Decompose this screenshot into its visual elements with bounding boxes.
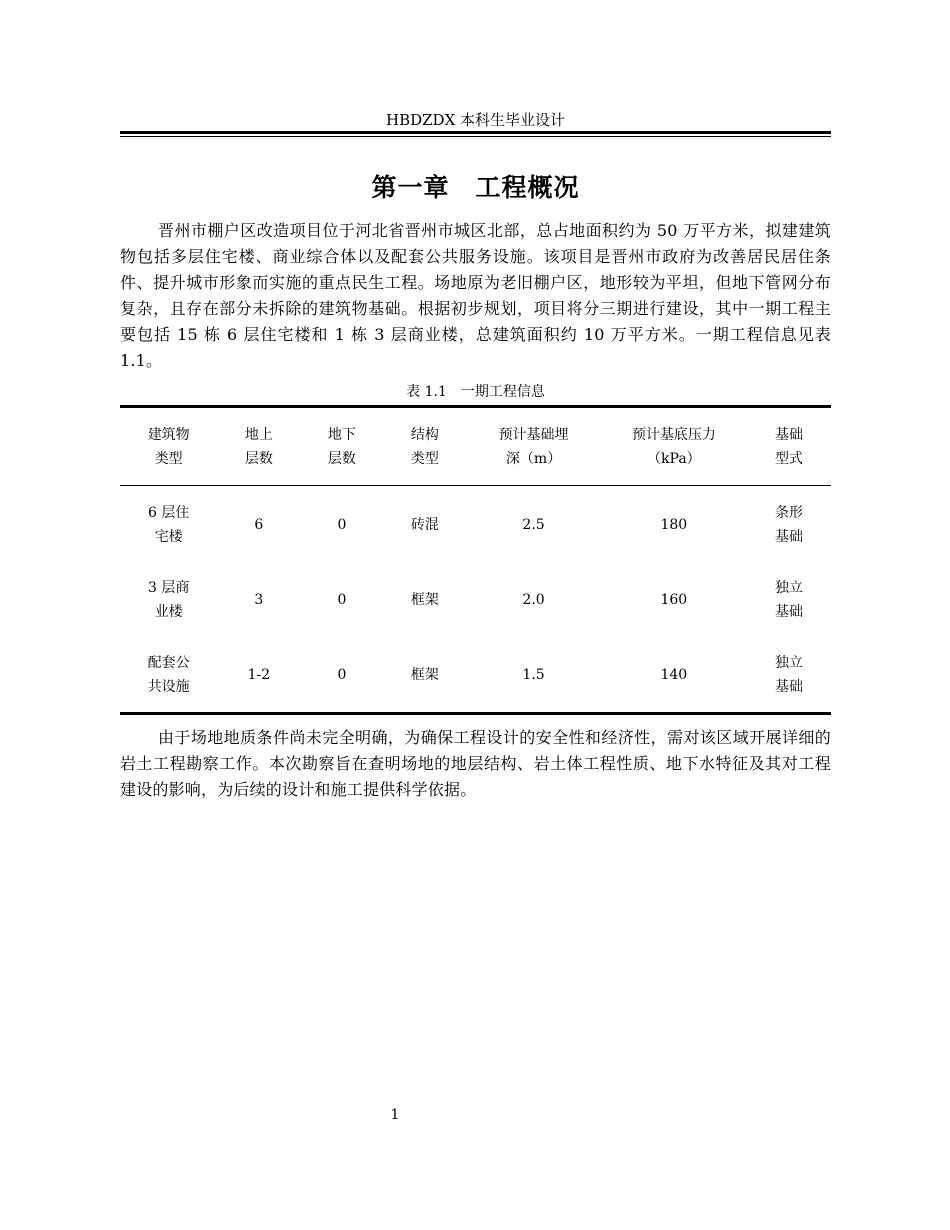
header-building-type: 建筑物 类型 xyxy=(120,407,217,486)
header-base-pressure: 预计基底压力 （kPa） xyxy=(601,407,747,486)
cell-base-pressure: 160 xyxy=(660,591,688,608)
intro-paragraph: 晋州市棚户区改造项目位于河北省晋州市城区北部，总占地面积约为 50 万平方米，拟建建筑物包括多层住宅楼、商业综合体以及配套公共服务设施。该项目是晋州市政府为改善居民居住条件、提升城市形象而实施的重点民生工程。场地原为老旧棚户区，地形较为平坦，但地下管网分布复杂，且存在部分未拆除的建筑物基础。根据初步规划，项目将分三期进行建设，其中一期工程主要包括 15 栋 6 层住宅楼和 1 栋 3 层商业楼，总建筑面积约 10 万平方米。一期工程信息见表 1.1。 xyxy=(120,221,831,370)
header-floors-below: 地下 层数 xyxy=(300,407,383,486)
cell-structure-type: 砖混 xyxy=(410,516,439,533)
cell-foundation-form: 独立 基础 xyxy=(747,638,831,714)
cell-floors-below: 0 xyxy=(337,516,347,533)
chapter-name: 工程概况 xyxy=(475,173,580,202)
header-foundation-depth: 预计基础埋 深（m） xyxy=(466,407,600,486)
table-caption xyxy=(120,382,831,402)
header-floors-above: 地上 层数 xyxy=(217,407,300,486)
table-row xyxy=(120,486,831,562)
cell-floors-below: 0 xyxy=(300,638,383,714)
header-rule-thin xyxy=(120,136,831,137)
cell-building-type: 6 层住 宅楼 xyxy=(148,504,190,545)
table-header-row xyxy=(120,407,831,486)
cell-foundation-form: 独立 基础 xyxy=(775,579,803,620)
running-header: HBDZDX 本科生毕业设计 xyxy=(385,111,566,129)
survey-purpose-paragraph: 由于场地地质条件尚未完全明确，为确保工程设计的安全性和经济性，需对该区域开展详细的岩土工程勘察工作。本次勘察旨在查明场地的地层结构、岩土体工程性质、地下水特征及其对工程建设的影响，为后续的设计和施工提供科学依据。 xyxy=(120,728,831,799)
cell-floors-above: 6 xyxy=(254,516,264,533)
cell-structure-type: 框架 xyxy=(410,591,439,608)
table-caption-number: 表 1.1 xyxy=(406,384,447,400)
cell-building-type: 3 层商 业楼 xyxy=(148,579,190,620)
table-row xyxy=(120,638,831,714)
cell-foundation-depth: 1.5 xyxy=(466,638,600,714)
header-rule-thick xyxy=(120,131,831,134)
header-foundation-form: 基础 型式 xyxy=(747,407,831,486)
cell-base-pressure: 180 xyxy=(660,516,688,533)
header-structure-type: 结构 类型 xyxy=(383,407,466,486)
chapter-number: 第一章 xyxy=(371,173,450,202)
cell-floors-above: 3 xyxy=(254,591,264,608)
cell-foundation-form: 条形 基础 xyxy=(775,504,803,545)
table-row xyxy=(120,562,831,638)
cell-foundation-depth: 2.5 xyxy=(522,516,545,533)
chapter-title xyxy=(120,168,831,208)
page-number: 1 xyxy=(390,1107,400,1123)
table-caption-title: 一期工程信息 xyxy=(460,384,545,400)
cell-floors-below: 0 xyxy=(337,591,347,608)
cell-floors-above: 1-2 xyxy=(217,638,300,714)
cell-base-pressure: 140 xyxy=(601,638,747,714)
cell-foundation-depth: 2.0 xyxy=(522,591,545,608)
cell-structure-type: 框架 xyxy=(383,638,466,714)
cell-building-type: 配套公 共设施 xyxy=(120,638,217,714)
project-info-table xyxy=(120,405,831,715)
